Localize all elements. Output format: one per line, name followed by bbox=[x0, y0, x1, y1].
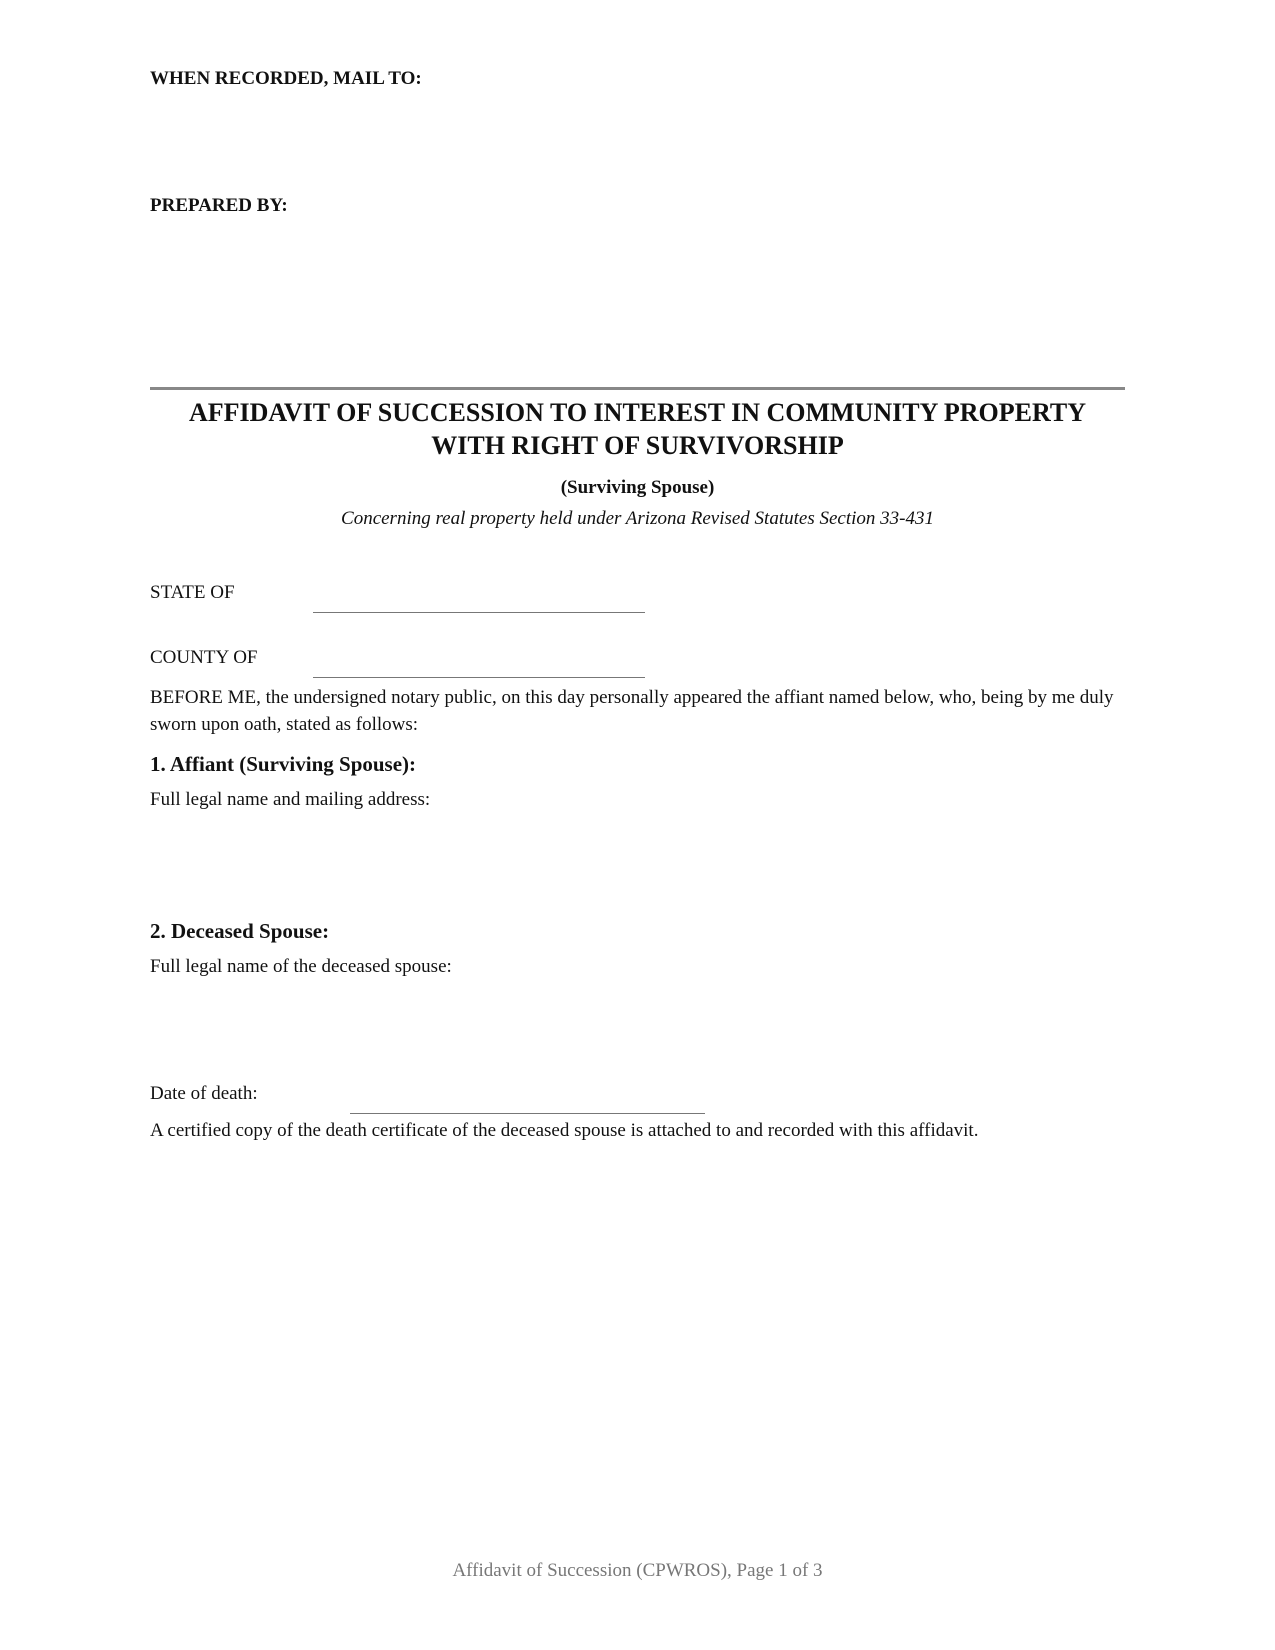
prepared-by-label: PREPARED BY: bbox=[150, 195, 288, 216]
affiant-name-address-prompt: Full legal name and mailing address: bbox=[150, 789, 431, 810]
document-subtitle: (Surviving Spouse) bbox=[560, 477, 715, 498]
document-title-line-2: WITH RIGHT OF SURVIVORSHIP bbox=[431, 431, 844, 460]
deceased-section-heading: 2. Deceased Spouse: bbox=[150, 919, 330, 943]
county-of-blank-line[interactable] bbox=[313, 677, 645, 678]
mail-to-label: WHEN RECORDED, MAIL TO: bbox=[150, 68, 422, 89]
intro-paragraph: BEFORE ME, the undersigned notary public, on this day personally appeared the affiant named below, who, being by me duly sworn upon oath, stated as follows: bbox=[150, 687, 1114, 735]
state-of-blank-line[interactable] bbox=[313, 612, 645, 613]
death-certificate-note: A certified copy of the death certificate of the deceased spouse is attached to and recorded with this affidavit. bbox=[150, 1120, 979, 1141]
county-of-label: COUNTY OF bbox=[150, 647, 258, 668]
date-of-death-blank-line[interactable] bbox=[350, 1113, 705, 1114]
date-of-death-label: Date of death: bbox=[150, 1083, 258, 1104]
deceased-name-prompt: Full legal name of the deceased spouse: bbox=[150, 956, 452, 977]
state-of-label: STATE OF bbox=[150, 582, 235, 603]
document-title-line-1: AFFIDAVIT OF SUCCESSION TO INTEREST IN COMMUNITY PROPERTY bbox=[189, 398, 1086, 427]
affiant-section-heading: 1. Affiant (Surviving Spouse): bbox=[150, 752, 417, 776]
statute-note: Concerning real property held under Arizona Revised Statutes Section 33-431 bbox=[341, 508, 934, 529]
title-divider bbox=[150, 387, 1125, 390]
page-footer: Affidavit of Succession (CPWROS), Page 1 of 3 bbox=[452, 1560, 823, 1581]
